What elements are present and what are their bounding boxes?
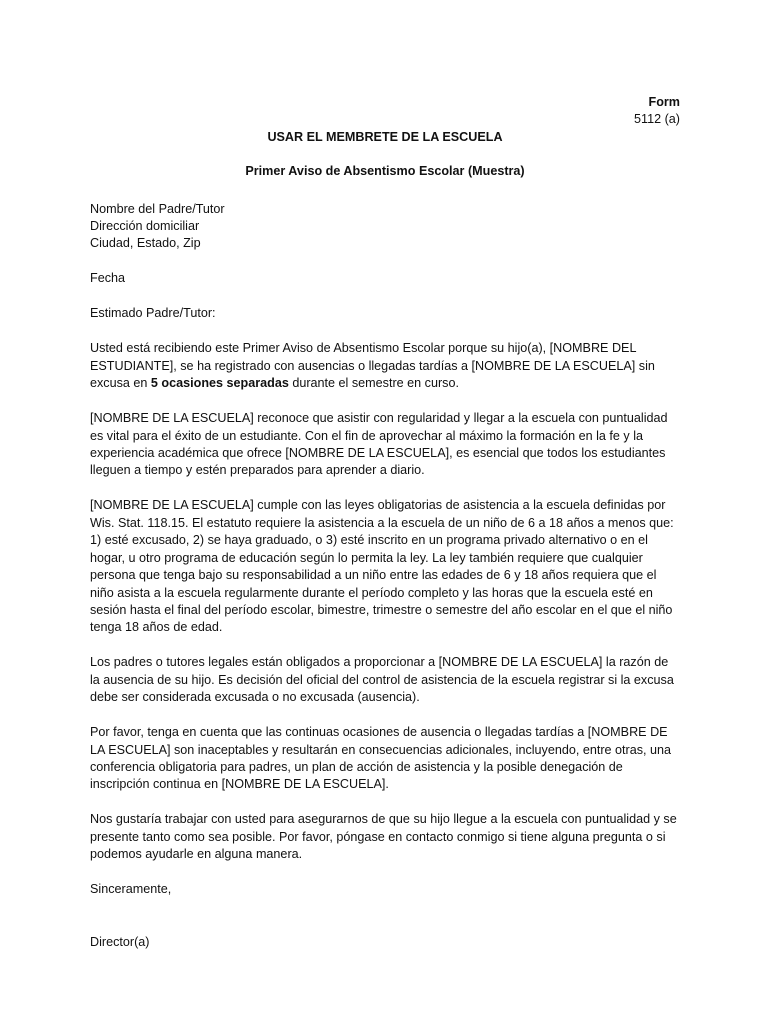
paragraph-cooperation: Nos gustaría trabajar con usted para asegurarnos de que su hijo llegue a la escuela con puntualidad y se presente tanto como sea posible. Por favor, póngase en contacto conmigo si tiene alguna pregunta o si podemos ayudarle en alguna manera. — [90, 812, 677, 862]
form-number: 5112 (a) — [634, 112, 680, 127]
paragraph-notice-text-start: Usted está recibiendo este Primer Aviso de Absentismo Escolar porque su hijo(a), [NOMBRE DEL ESTUDIANTE], se ha registrado con ausencias o llegadas tardías a [NOMBRE DE LA ESCUELA] sin excusa en — [90, 341, 655, 391]
date-line: Fecha — [90, 271, 126, 286]
paragraph-notice-emphasis: 5 ocasiones separadas — [150, 376, 289, 391]
letter-body — [90, 94, 680, 951]
form-title: Form — [648, 95, 680, 109]
letterhead-instruction: USAR EL MEMBRETE DE LA ESCUELA — [267, 129, 503, 144]
address-line-street: Dirección domiciliar — [90, 219, 200, 234]
paragraph-attendance-importance: [NOMBRE DE LA ESCUELA] reconoce que asistir con regularidad y llegar a la escuela con puntualidad es vital para el éxito de un estudiante. Con el fin de aprovechar al máximo la formación en la fe y la experiencia académica que ofrece [NOMBRE DE LA ESCUELA], es esencial que todos los estudiantes lleguen a tiempo y estén preparados para aprender a diario. — [90, 411, 668, 478]
address-line-city: Ciudad, Estado, Zip — [90, 236, 201, 251]
paragraph-notice-text-end: durante el semestre en curso. — [288, 376, 459, 391]
recipient-address — [90, 201, 680, 253]
salutation: Estimado Padre/Tutor: — [90, 306, 216, 321]
paragraph-parent-obligation: Los padres o tutores legales están obligados a proporcionar a [NOMBRE DE LA ESCUELA] la razón de la ausencia de su hijo. Es decisión del oficial del control de asistencia de la escuela registrar si la excusa debe ser considerada excusada o no excusada (ausencia). — [90, 655, 674, 705]
notice-title: Primer Aviso de Absentismo Escolar (Muestra) — [245, 164, 525, 179]
address-line-name: Nombre del Padre/Tutor — [90, 201, 225, 216]
closing: Sinceramente, — [90, 882, 172, 897]
form-reference — [90, 94, 680, 129]
paragraph-notice — [90, 340, 680, 392]
signature-line: Director(a) — [90, 934, 150, 949]
paragraph-consequences: Por favor, tenga en cuenta que las continuas ocasiones de ausencia o llegadas tardías a [NOMBRE DE LA ESCUELA] son inaceptables y resultarán en consecuencias adicionales, incluyendo, entre otras, una conferencia obligatoria para padres, un plan de acción de asistencia y la posible denegación de inscripción continua en [NOMBRE DE LA ESCUELA]. — [90, 725, 672, 792]
paragraph-attendance-law: [NOMBRE DE LA ESCUELA] cumple con las leyes obligatorias de asistencia a la escuela definidas por Wis. Stat. 118.15. El estatuto requiere la asistencia a la escuela de un niño de 6 a 18 años a menos que: 1) esté excusado, 2) se haya graduado, o 3) esté inscrito en un programa privado alternativo o en el hogar, u otro programa de educación según lo permita la ley. La ley también requiere que cualquier persona que tenga bajo su responsabilidad a un niño entre las edades de 6 y 18 años requiera que el niño asista a la escuela regularmente durante el período completo y las horas que la escuela esté en sesión hasta el final del período escolar, bimestre, trimestre o semestre del año escolar en el que el niño tenga 18 años de edad. — [90, 498, 674, 635]
